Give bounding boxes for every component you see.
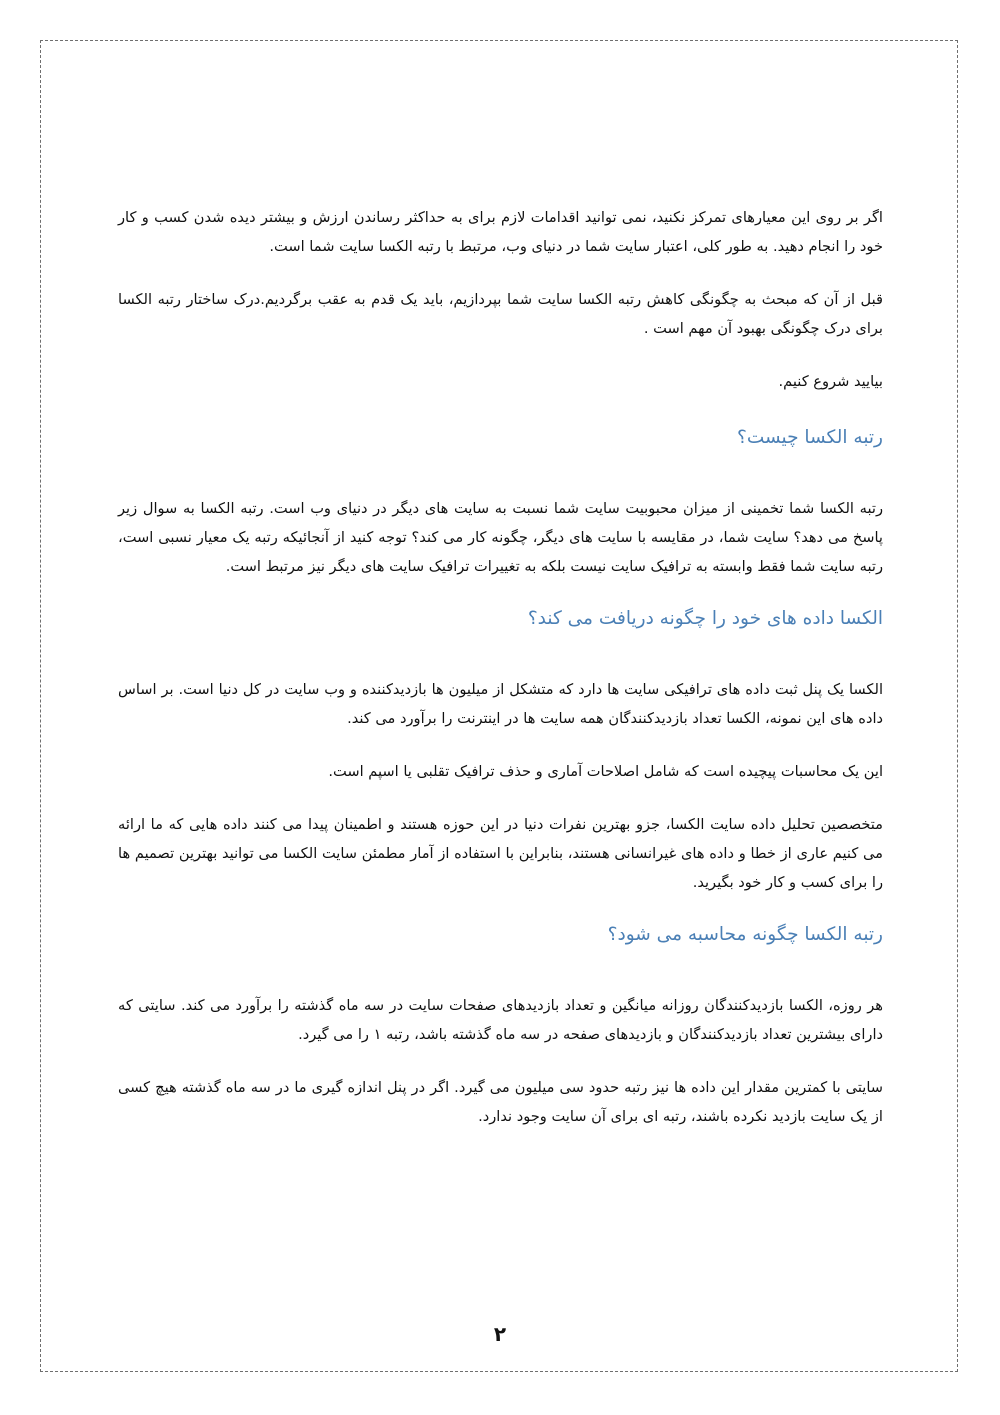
section-heading-what-is-alexa-rank: رتبه الکسا چیست؟ — [737, 427, 883, 448]
section-2-paragraph-2: این یک محاسبات پیچیده است که شامل اصلاحات آماری و حذف ترافیک تقلبی یا اسپم است. — [328, 763, 883, 780]
document-body — [118, 203, 883, 1155]
section-2-paragraph-1: الکسا یک پنل ثبت داده های ترافیکی سایت ها دارد که متشکل از میلیون ها بازدیدکننده و وب سایت در کل دنیا است. بر اساس داده های این نمونه، الکسا تعداد بازدیدکنندگان همه سایت ها در اینترنت را برآورد می کند. — [118, 681, 883, 727]
intro-paragraph-3: بیایید شروع کنیم. — [778, 373, 883, 390]
section-3-paragraph-2: سایتی با کمترین مقدار این داده ها نیز رتبه حدود سی میلیون می گیرد. اگر در پنل اندازه گیری ما در سه ماه گذشته هیچ کسی از یک سایت بازدید نکرده باشند، رتبه ای برای آن سایت وجود ندارد. — [118, 1079, 883, 1125]
page-number: ۲ — [493, 1322, 507, 1346]
intro-paragraph-2: قبل از آن که مبحث به چگونگی کاهش رتبه الکسا سایت شما بپردازیم، باید یک قدم به عقب برگردیم.‌درک ساختار رتبه الکسا برای درک چگونگی بهبود آن مهم است . — [118, 291, 883, 337]
section-heading-rank-calculation: رتبه الکسا چگونه محاسبه می شود؟ — [607, 924, 883, 945]
section-2-paragraph-3: متخصصین تحلیل داده سایت الکسا، جزو بهترین نفرات دنیا در این حوزه هستند و اطمینان پیدا می کنند داده هایی که ما ارائه می کنیم عاری از خطا و داده های غیرانسانی هستند، بنابراین با استفاده از آمار مطمئن سایت الکسا می توانید بهترین تصمیم ها را برای کسب و کار خود بگیرید. — [118, 816, 883, 891]
section-3-paragraph-1: هر روزه، الکسا بازدیدکنندگان روزانه میانگین و تعداد بازدیدهای صفحات سایت در سه ماه گذشته را برآورد می کند. سایتی که دارای بیشترین تعداد بازدیدکنندگان و بازدیدهای صفحه در سه ماه گذشته باشد، رتبه ۱ را می گیرد. — [118, 997, 883, 1043]
intro-paragraph-1: اگر بر روی این معیارهای تمرکز نکنید، نمی توانید اقدامات لازم برای به حداکثر رساندن ارزش و بیشتر دیده شدن کسب و کار خود را انجام دهید. به طور کلی، اعتبار سایت شما در دنیای وب، مرتبط با رتبه الکسا سایت شما است. — [118, 209, 883, 255]
section-heading-alexa-data-source: الکسا داده های خود را چگونه دریافت می کند؟ — [527, 608, 883, 629]
section-1-paragraph-1: رتبه الکسا شما تخمینی از میزان محبوبیت سایت شما نسبت به سایت های دیگر در دنیای وب است. رتبه الکسا به سوال زیر پاسخ می دهد؟ سایت شما، در مقایسه با سایت های دیگر، چگونه کار می کند؟ توجه کنید از آنجائیکه رتبه یک معیار نسبی است، رتبه سایت شما فقط وابسته به ترافیک سایت نیست بلکه به تغییرات ترافیک سایت های دیگر نیز مرتبط است. — [118, 500, 883, 575]
